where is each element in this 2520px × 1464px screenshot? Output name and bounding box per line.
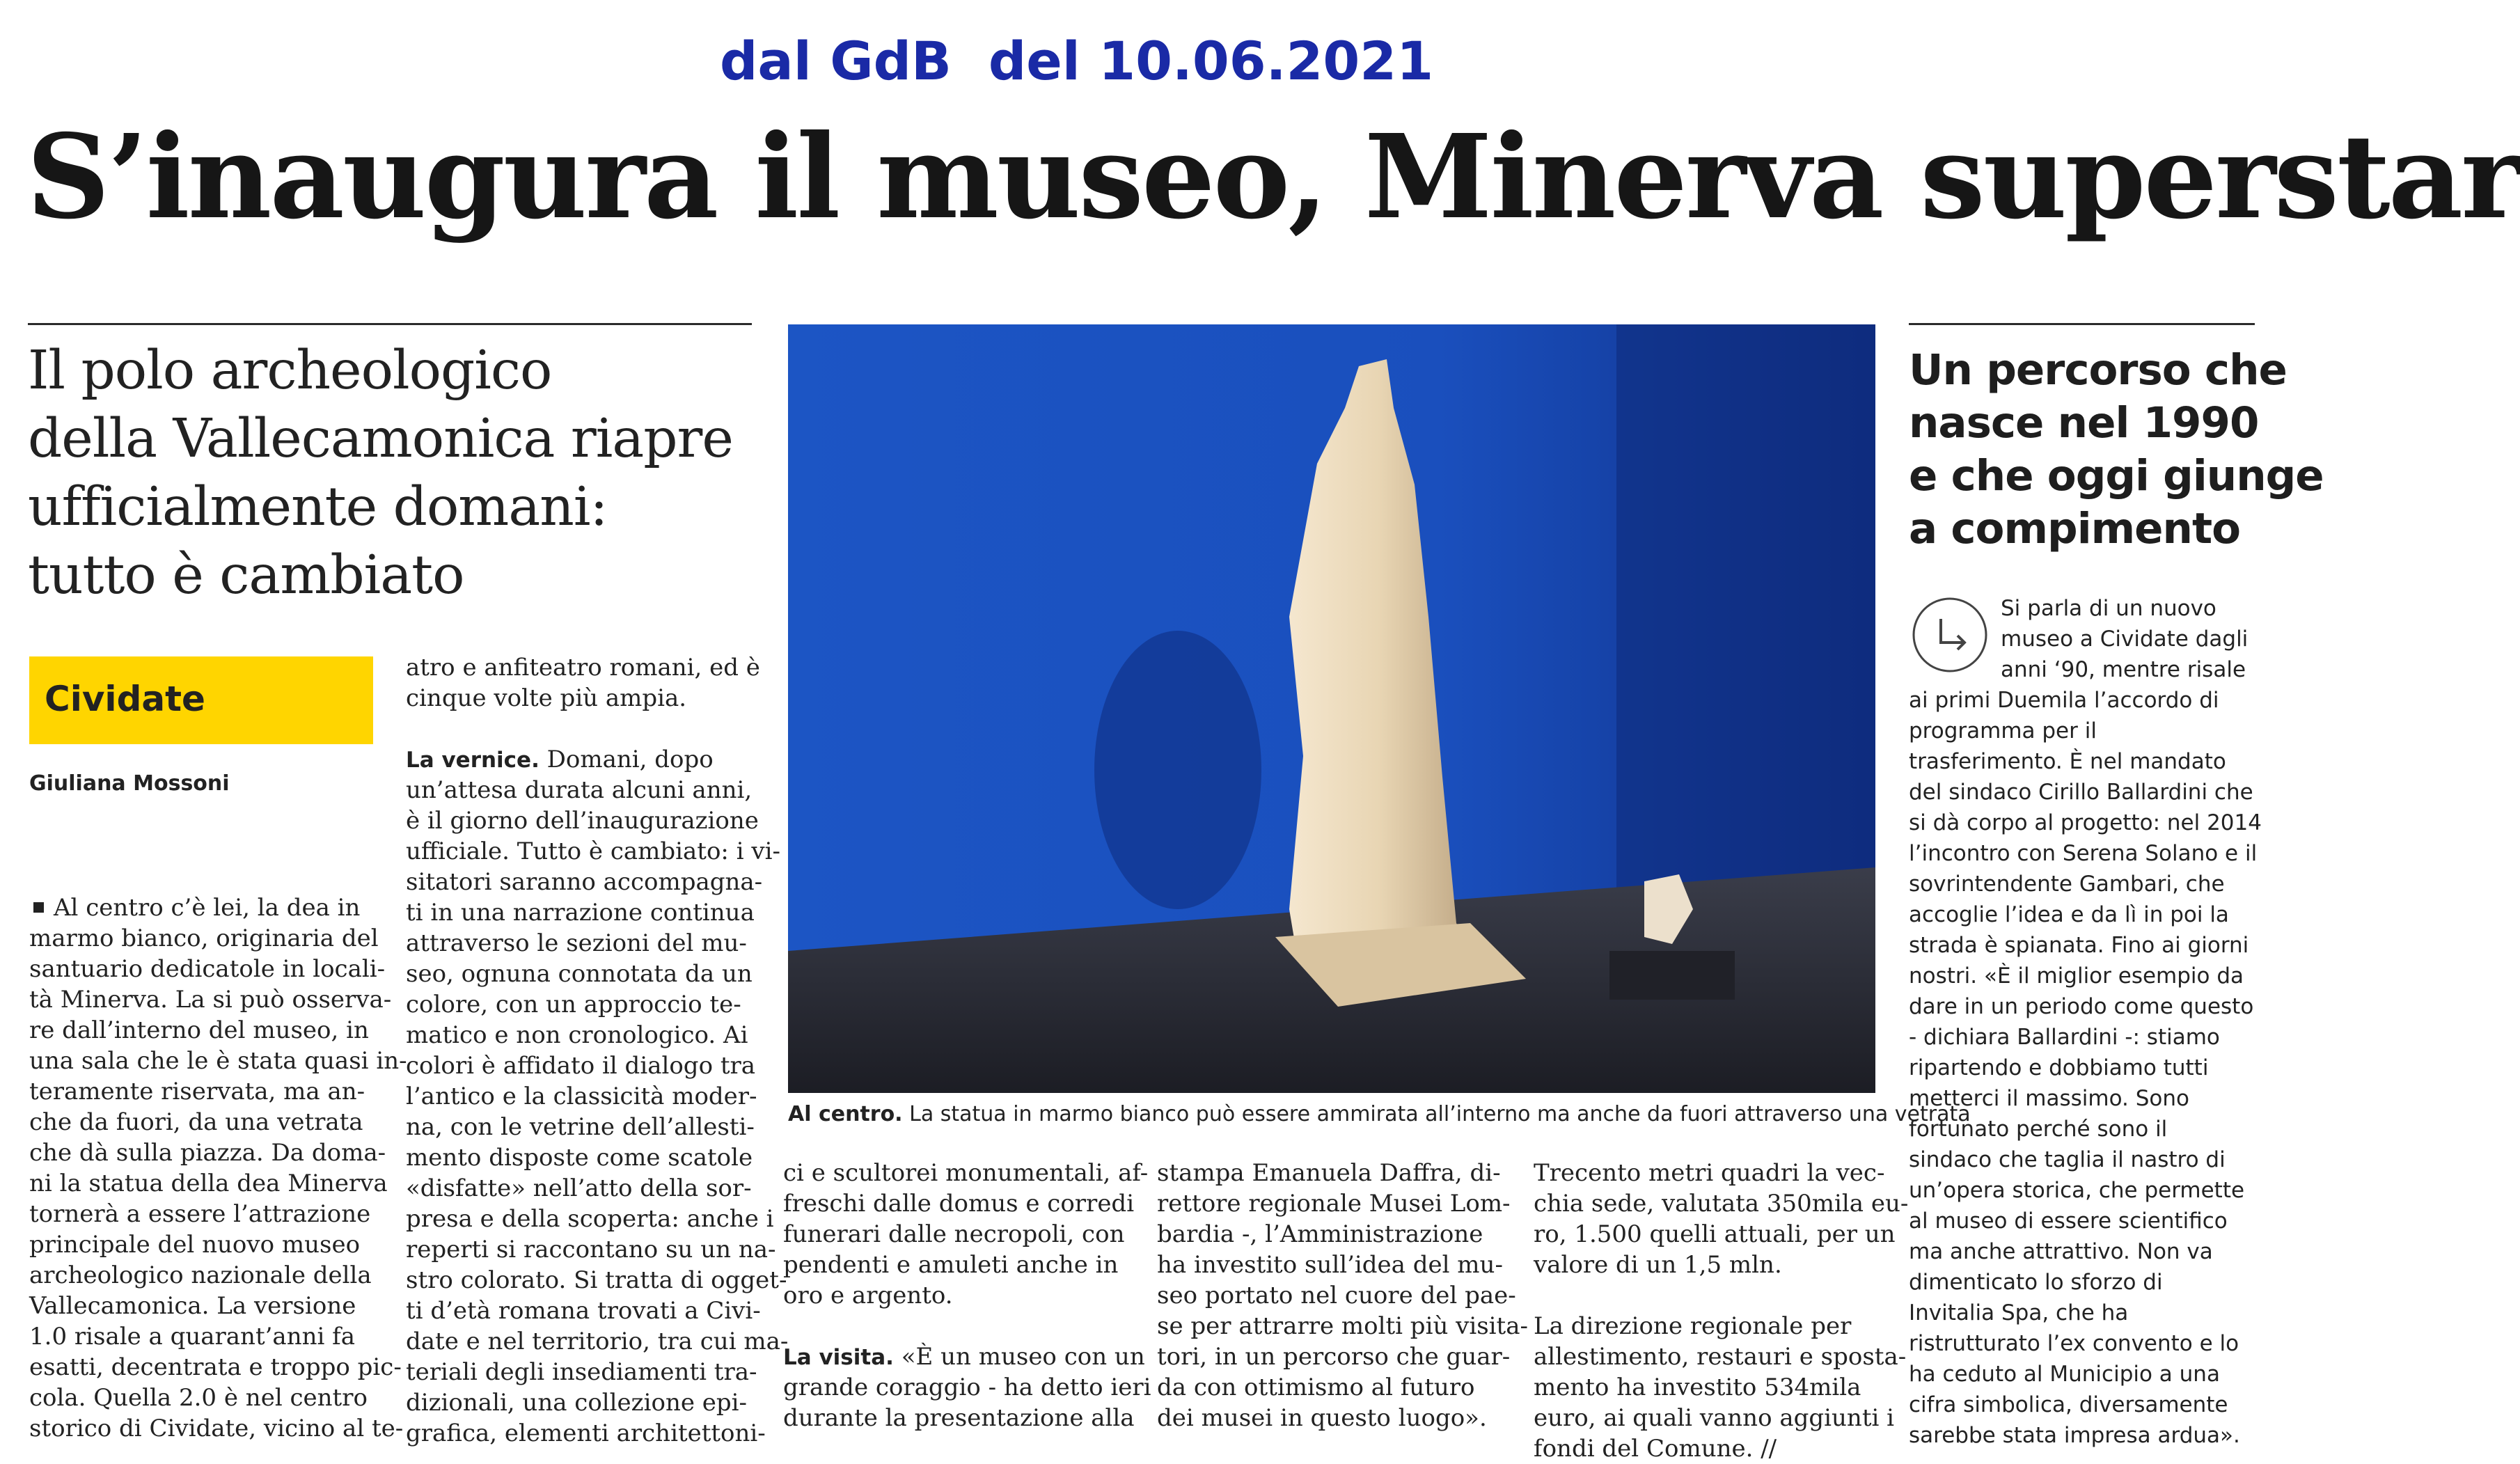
column-line: atro e anfiteatro romani, ed è xyxy=(406,654,760,682)
statue-photo xyxy=(788,324,1875,1093)
column-line: matico e non cronologico. Ai xyxy=(406,1021,748,1049)
column-line: pendenti e amuleti anche in xyxy=(783,1251,1119,1279)
caption-text: La statua in marmo bianco può essere ammirata all’interno ma anche da fuori attraverso una vetrata xyxy=(902,1102,1971,1126)
column-line: esatti, decentrata e troppo pic- xyxy=(29,1353,402,1381)
column-line: trasferimento. È nel mandato xyxy=(1909,749,2226,774)
column-line: re dall’interno del museo, in xyxy=(29,1016,369,1044)
sidebar-title-line: a compimento xyxy=(1909,504,2241,553)
column-line: valore di un 1,5 mln. xyxy=(1534,1251,1782,1279)
column-line: allestimento, restauri e sposta- xyxy=(1534,1343,1907,1371)
sidebar-body xyxy=(1909,685,2262,1451)
article-column-1 xyxy=(29,892,407,1444)
location-tag-label: Cividate xyxy=(45,679,205,719)
column-line: cola. Quella 2.0 è nel centro xyxy=(29,1384,368,1412)
run-in-heading: La visita. xyxy=(783,1345,894,1370)
column-line: ci e scultorei monumentali, af- xyxy=(783,1159,1149,1187)
article-column-4 xyxy=(1157,1158,1528,1433)
column-line: mento disposte come scatole xyxy=(406,1144,753,1172)
column-line: principale del nuovo museo xyxy=(29,1231,361,1259)
column-line: colore, con un approccio te- xyxy=(406,991,741,1018)
sidebar-title-line: nasce nel 1990 xyxy=(1909,398,2259,448)
column-line: dare in un periodo come questo xyxy=(1909,994,2254,1019)
column-line: dimenticato lo sforzo di xyxy=(1909,1270,2163,1295)
caption-label: Al centro. xyxy=(788,1102,903,1126)
column-line: teriali degli insediamenti tra- xyxy=(406,1358,757,1386)
column-line: tà Minerva. La si può osserva- xyxy=(29,986,392,1014)
column-line xyxy=(406,744,754,775)
headline: S’inaugura il museo, Minerva superstar xyxy=(26,109,2520,245)
column-line: nostri. «È il miglior esempio da xyxy=(1909,963,2244,989)
column-line: ma anche attrattivo. Non va xyxy=(1909,1239,2213,1264)
column-line: sindaco che taglia il nastro di xyxy=(1909,1147,2226,1172)
column-line: ha ceduto al Municipio a una xyxy=(1909,1362,2220,1387)
sidebar-rule xyxy=(1909,323,2255,325)
column-line: anni ‘90, mentre risale xyxy=(2001,657,2246,682)
sidebar-intro xyxy=(2001,593,2255,685)
column-line: ripartendo e dobbiamo tutti xyxy=(1909,1055,2209,1080)
column-line: strada è spianata. Fino ai giorni xyxy=(1909,933,2249,958)
photo-caption xyxy=(788,1099,1971,1130)
column-line: fondi del Comune. // xyxy=(1534,1435,1777,1463)
column-line xyxy=(29,892,377,923)
column-line: Invitalia Spa, che ha xyxy=(1909,1300,2129,1325)
subheadline-line: della Vallecamonica riapre xyxy=(28,408,733,470)
column-line: euro, ai quali vanno aggiunti i xyxy=(1534,1404,1895,1432)
sidebar-title-line: e che oggi giunge xyxy=(1909,451,2324,501)
column-line: ufficiale. Tutto è cambiato: i vi- xyxy=(406,837,780,865)
column-line: rettore regionale Musei Lom- xyxy=(1157,1190,1511,1218)
subheadline-line: ufficialmente domani: xyxy=(28,476,608,538)
column-line: chia sede, valutata 350mila eu- xyxy=(1534,1190,1909,1218)
column-line: un’attesa durata alcuni anni, xyxy=(406,776,753,804)
column-line: fortunato perché sono il xyxy=(1909,1117,2168,1142)
column-line: ai primi Duemila l’accordo di xyxy=(1909,688,2219,713)
column-line: - dichiara Ballardini -: stiamo xyxy=(1909,1025,2220,1050)
column-line: si dà corpo al progetto: nel 2014 xyxy=(1909,810,2262,835)
column-line: accoglie l’idea e da lì in poi la xyxy=(1909,902,2229,927)
statue-photo-illustration xyxy=(788,324,1875,1093)
column-line: mento ha investito 534mila xyxy=(1534,1374,1861,1401)
source-line: dal GdB del 10.06.2021 xyxy=(720,30,1434,92)
column-line: seo, ognuna connotata da un xyxy=(406,960,753,988)
column-line: ro, 1.500 quelli attuali, per un xyxy=(1534,1220,1896,1248)
column-line: ha investito sull’idea del mu- xyxy=(1157,1251,1503,1279)
column-line: La direzione regionale per xyxy=(1534,1312,1852,1340)
column-line: grafica, elementi architettoni- xyxy=(406,1419,766,1447)
column-line-text: Al centro c’è lei, la dea in xyxy=(54,894,361,922)
column-line: ni la statua della dea Minerva xyxy=(29,1170,388,1197)
sidebar-title xyxy=(1909,344,2324,556)
sidebar-title-line: Un percorso che xyxy=(1909,345,2287,395)
column-line: del sindaco Cirillo Ballardini che xyxy=(1909,780,2253,805)
column-line: attraverso le sezioni del mu- xyxy=(406,929,747,957)
column-line: ti d’età romana trovati a Civi- xyxy=(406,1297,761,1325)
column-line: ti in una narrazione continua xyxy=(406,899,755,927)
column-line: museo a Cividate dagli xyxy=(2001,627,2249,652)
column-line: archeologico nazionale della xyxy=(29,1261,372,1289)
column-line: seo portato nel cuore del pae- xyxy=(1157,1282,1516,1309)
column-line: che dà sulla piazza. Da doma- xyxy=(29,1139,386,1167)
column-line: freschi dalle domus e corredi xyxy=(783,1190,1135,1218)
column-line: dizionali, una collezione epi- xyxy=(406,1389,748,1417)
column-line: programma per il xyxy=(1909,718,2097,743)
subheadline-line: tutto è cambiato xyxy=(28,544,464,606)
column-line: l’antico e la classicità moder- xyxy=(406,1083,757,1110)
column-line: al museo di essere scientifico xyxy=(1909,1209,2228,1234)
column-line: funerari dalle necropoli, con xyxy=(783,1220,1125,1248)
column-line: è il giorno dell’inaugurazione xyxy=(406,807,759,835)
column-line: cifra simbolica, diversamente xyxy=(1909,1392,2228,1417)
column-line: marmo bianco, originaria del xyxy=(29,924,379,952)
column-line: sarebbe stata impresa ardua». xyxy=(1909,1423,2240,1448)
column-line: date e nel territorio, tra cui ma- xyxy=(406,1328,789,1355)
arrow-turn-right-icon xyxy=(1912,597,1988,673)
subheadline xyxy=(28,337,752,610)
column-line xyxy=(783,1341,1145,1372)
column-line: che da fuori, da una vetrata xyxy=(29,1108,363,1136)
column-line: sovrintendente Gambari, che xyxy=(1909,872,2225,897)
paragraph-gap xyxy=(783,1311,1131,1341)
column-line: teramente riservata, ma an- xyxy=(29,1078,365,1105)
column-line: «disfatte» nell’atto della sor- xyxy=(406,1174,752,1202)
column-line: una sala che le è stata quasi in- xyxy=(29,1047,407,1075)
byline: Giuliana Mossoni xyxy=(29,771,230,796)
column-line: se per attrarre molti più visita- xyxy=(1157,1312,1528,1340)
column-line: Si parla di un nuovo xyxy=(2001,596,2216,621)
column-line: metterci il massimo. Sono xyxy=(1909,1086,2189,1111)
column-line: cinque volte più ampia. xyxy=(406,684,687,712)
column-line: grande coraggio - ha detto ieri xyxy=(783,1374,1151,1401)
column-line: storico di Cividate, vicino al te- xyxy=(29,1415,404,1442)
subheadline-line: Il polo archeologico xyxy=(28,340,552,402)
article-column-5 xyxy=(1534,1158,1909,1464)
column-line-text: «È un museo con un xyxy=(893,1343,1145,1371)
column-line: reperti si raccontano su un na- xyxy=(406,1236,776,1264)
column-line: colori è affidato il dialogo tra xyxy=(406,1052,756,1080)
column-line: Vallecamonica. La versione xyxy=(29,1292,356,1320)
column-line: presa e della scoperta: anche i xyxy=(406,1205,774,1233)
column-line: sitatori saranno accompagna- xyxy=(406,868,763,896)
column-line: un’opera storica, che permette xyxy=(1909,1178,2245,1203)
location-tag xyxy=(29,656,373,744)
column-line: Trecento metri quadri la vec- xyxy=(1534,1159,1885,1187)
column-line: oro e argento. xyxy=(783,1282,953,1309)
column-line: dei musei in questo luogo». xyxy=(1157,1404,1487,1432)
paragraph-gap xyxy=(406,714,754,744)
bullet-square-icon xyxy=(33,902,44,913)
column-line: durante la presentazione alla xyxy=(783,1404,1135,1432)
left-column-rule xyxy=(28,323,752,325)
column-line: bardia -, l’Amministrazione xyxy=(1157,1220,1483,1248)
column-line: stampa Emanuela Daffra, di- xyxy=(1157,1159,1501,1187)
column-line: l’incontro con Serena Solano e il xyxy=(1909,841,2258,866)
column-line: tornerà a essere l’attrazione xyxy=(29,1200,371,1228)
column-line: da con ottimismo al futuro xyxy=(1157,1374,1475,1401)
column-line: tori, in un percorso che guar- xyxy=(1157,1343,1511,1371)
column-line: ristrutturato l’ex convento e lo xyxy=(1909,1331,2239,1356)
column-line: 1.0 risale a quarant’anni fa xyxy=(29,1323,356,1351)
run-in-heading: La vernice. xyxy=(406,748,540,773)
paragraph-gap xyxy=(1534,1280,1882,1311)
column-line: santuario dedicatole in locali- xyxy=(29,955,386,983)
column-line: stro colorato. Si tratta di ogget- xyxy=(406,1266,787,1294)
column-line: na, con le vetrine dell’allesti- xyxy=(406,1113,755,1141)
article-column-2 xyxy=(406,652,789,1449)
article-column-3 xyxy=(783,1158,1151,1433)
column-line-text: Domani, dopo xyxy=(539,746,714,773)
